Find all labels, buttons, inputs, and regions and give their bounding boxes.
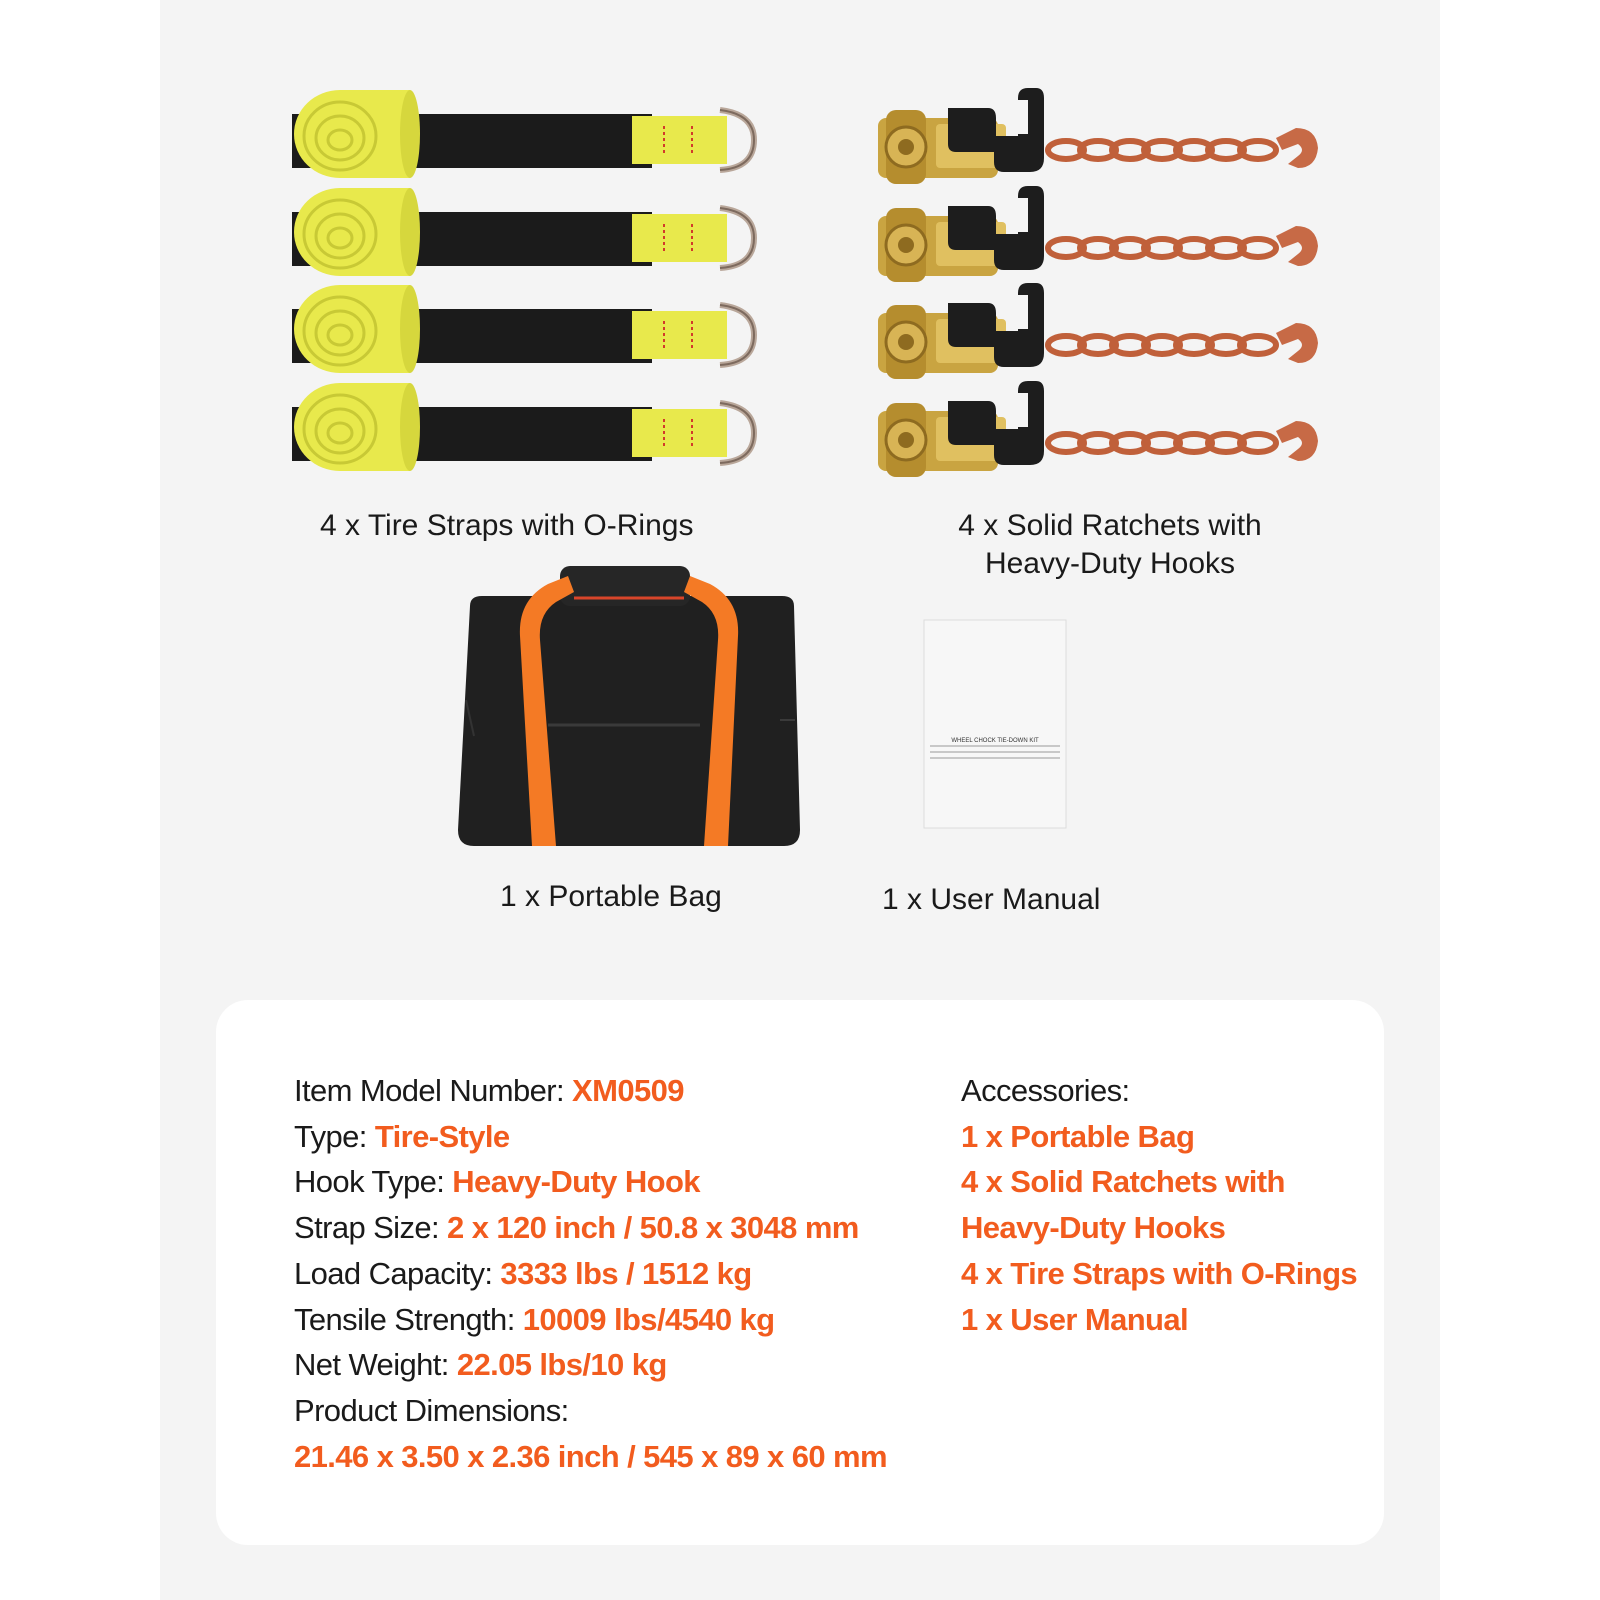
- user-manual-icon: [924, 620, 1066, 828]
- spec-value: 21.46 x 3.50 x 2.36 inch / 545 x 89 x 60 mm: [294, 1438, 887, 1474]
- spec-row-load-capacity: [294, 1251, 887, 1297]
- spec-row-product-dimensions-value: [294, 1434, 887, 1480]
- spec-label: Tensile Strength:: [294, 1301, 515, 1337]
- accessory-item: 4 x Solid Ratchets with: [961, 1164, 1285, 1200]
- accessory-item: 1 x User Manual: [961, 1301, 1189, 1337]
- spec-row-hook-type: [294, 1159, 887, 1205]
- accessory-item: 4 x Tire Straps with O-Rings: [961, 1255, 1358, 1291]
- accessories-title: Accessories:: [961, 1073, 1130, 1108]
- spec-row-product-dimensions: [294, 1388, 887, 1434]
- spec-label: Strap Size:: [294, 1210, 440, 1246]
- tire-strap-icon: [292, 90, 754, 471]
- spec-row-type: [294, 1114, 887, 1160]
- spec-row-model: [294, 1068, 887, 1114]
- spec-value: 22.05 lbs/10 kg: [456, 1347, 667, 1383]
- portable-bag-icon: [458, 566, 800, 846]
- spec-value: Heavy-Duty Hook: [452, 1164, 700, 1200]
- spec-row-tensile-strength: [294, 1297, 887, 1343]
- accessory-item: Heavy-Duty Hooks: [961, 1210, 1226, 1246]
- spec-label: Product Dimensions:: [294, 1392, 569, 1428]
- manual-caption: 1 x User Manual: [882, 883, 1101, 916]
- manual-cover-title: WHEEL CHOCK TIE-DOWN KIT: [951, 738, 1039, 744]
- spec-value: 10009 lbs/4540 kg: [522, 1301, 775, 1337]
- spec-row-net-weight: [294, 1342, 887, 1388]
- ratchet-caption-line1: 4 x Solid Ratchets with: [958, 509, 1262, 542]
- strap-caption: 4 x Tire Straps with O-Rings: [320, 509, 694, 542]
- spec-label: Hook Type:: [294, 1164, 445, 1200]
- ratchet-caption-line2: Heavy-Duty Hooks: [984, 547, 1236, 580]
- ratchet-chain-hook-icon: [878, 88, 1318, 477]
- accessories-list: [961, 1068, 1357, 1342]
- spec-value: Tire-Style: [374, 1118, 510, 1154]
- accessory-item: 1 x Portable Bag: [961, 1118, 1195, 1154]
- bag-caption: 1 x Portable Bag: [500, 880, 722, 913]
- spec-label: Net Weight:: [294, 1347, 449, 1383]
- specs-list: [294, 1068, 887, 1479]
- spec-label: Load Capacity:: [294, 1255, 493, 1291]
- spec-value: 2 x 120 inch / 50.8 x 3048 mm: [447, 1210, 859, 1246]
- spec-value: XM0509: [572, 1073, 684, 1108]
- spec-row-strap-size: [294, 1205, 887, 1251]
- spec-label: Item Model Number:: [294, 1073, 565, 1108]
- spec-value: 3333 lbs / 1512 kg: [500, 1255, 752, 1291]
- spec-label: Type:: [294, 1118, 367, 1154]
